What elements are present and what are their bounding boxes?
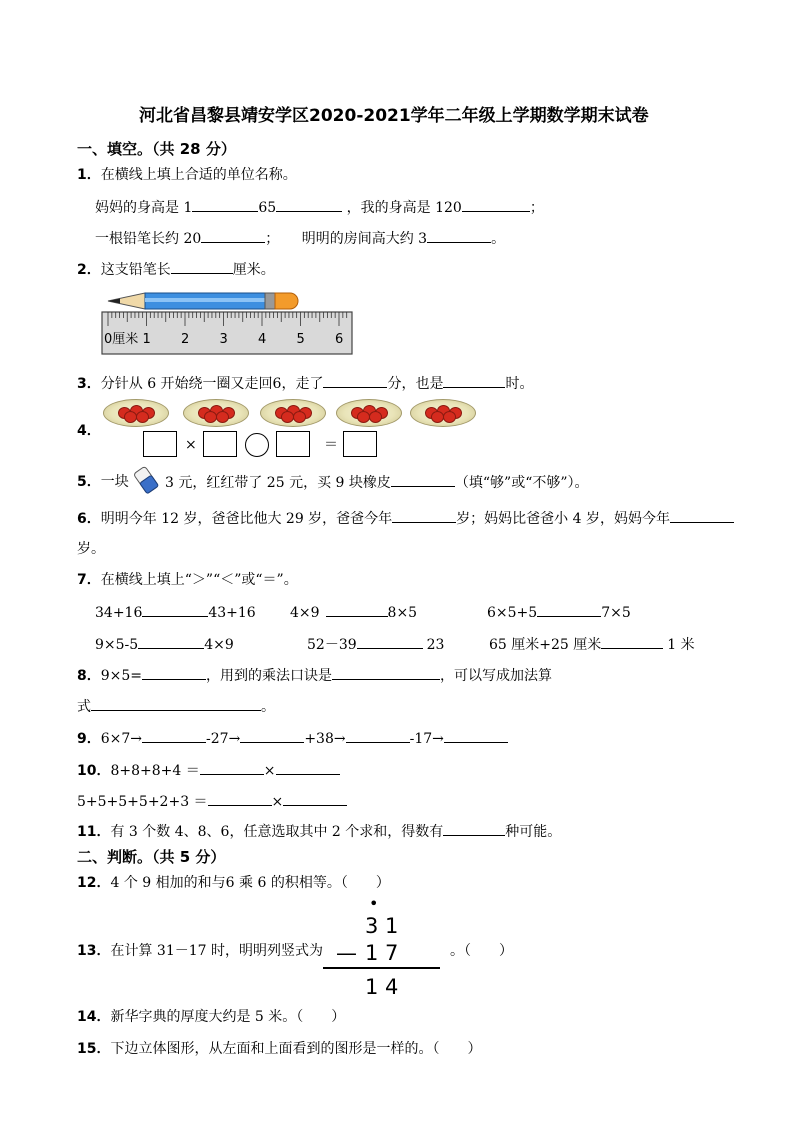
answer-blank[interactable]	[192, 198, 258, 212]
answer-blank[interactable]	[201, 229, 265, 243]
question-text: 。	[261, 699, 275, 715]
answer-blank[interactable]	[670, 509, 734, 523]
question-1-line-2	[95, 229, 505, 248]
question-number: 5．	[77, 474, 101, 490]
vertical-subtrahend: 1 7	[365, 941, 399, 965]
question-text: 这支铅笔长	[100, 262, 171, 278]
question-text: 新华字典的厚度大约是 5 米。（ ）	[110, 1009, 346, 1025]
question-text: 岁；妈妈比爸爸小 4 岁，妈妈今年	[456, 511, 670, 527]
answer-blank[interactable]	[142, 603, 208, 617]
answer-blank[interactable]	[138, 635, 204, 649]
expression: -17→	[409, 731, 444, 747]
question-text: 3 元，红红带了 25 元，买 9 块橡皮	[165, 475, 391, 491]
question-12	[77, 874, 390, 892]
answer-blank[interactable]	[276, 761, 340, 775]
answer-blank[interactable]	[91, 697, 261, 711]
tomato-plate	[260, 399, 326, 427]
expression: 4×9	[204, 637, 234, 653]
equals-sign: ＝	[324, 437, 338, 453]
text: 一根铅笔长约 20	[95, 231, 202, 247]
question-text: 9×5=	[100, 668, 143, 684]
answer-blank[interactable]	[357, 635, 423, 649]
question-text: 在横线上填上合适的单位名称。	[100, 167, 297, 183]
question-9	[77, 729, 508, 748]
expression: 43+16	[208, 605, 256, 621]
expression: 23	[426, 637, 445, 653]
question-text: ，可以写成加法算	[440, 668, 553, 684]
question-text: 有 3 个数 4、8、6，任意选取其中 2 个求和，得数有	[110, 824, 444, 840]
answer-box[interactable]	[143, 431, 177, 457]
question-6-tail: 岁。	[77, 541, 105, 557]
answer-blank[interactable]	[171, 260, 233, 274]
expression: -27→	[206, 731, 241, 747]
text: 明明的房间高大约 3	[301, 231, 428, 247]
question-number: 9．	[77, 731, 101, 747]
answer-blank[interactable]	[444, 729, 508, 743]
expression: 34+16	[95, 605, 143, 621]
expression: 8×5	[387, 605, 418, 621]
expression: 9×5-5	[95, 637, 139, 653]
question-number: 10．	[77, 763, 111, 779]
question-1	[77, 166, 297, 184]
eraser-icon	[130, 464, 162, 496]
answer-blank[interactable]	[427, 229, 491, 243]
answer-blank[interactable]	[443, 822, 505, 836]
pencil-ruler-illustration	[100, 290, 356, 358]
answer-blank[interactable]	[462, 198, 530, 212]
answer-blank[interactable]	[443, 374, 505, 388]
text: 。	[491, 231, 506, 247]
question-text: 时。	[505, 376, 534, 392]
question-text: 分针从 6 开始绕一圈又走回6，走了	[100, 376, 324, 392]
question-1-line-1	[95, 198, 544, 217]
question-13-tail: 。（ ）	[450, 943, 513, 959]
question-text: 厘米。	[232, 262, 275, 278]
question-text: 分，也是	[387, 376, 444, 392]
operator-circle[interactable]	[245, 433, 269, 457]
question-number: 15．	[77, 1041, 111, 1057]
question-number: 6．	[77, 511, 101, 527]
question-text: 明明今年 12 岁，爸爸比他大 29 岁，爸爸今年	[100, 511, 393, 527]
question-6	[77, 509, 734, 528]
tomato-plate	[410, 399, 476, 427]
tomato-plate	[183, 399, 249, 427]
minus-sign: —	[336, 941, 357, 965]
expression: 6×7→	[100, 731, 143, 747]
question-2	[77, 260, 275, 279]
times-sign: ×	[271, 794, 284, 810]
question-3	[77, 374, 533, 393]
question-14	[77, 1008, 345, 1026]
ruler-zero-label: 0厘米	[104, 332, 139, 347]
question-8-line-2	[77, 697, 275, 716]
answer-blank[interactable]	[323, 374, 387, 388]
answer-blank[interactable]	[142, 666, 206, 680]
answer-blank[interactable]	[283, 792, 347, 806]
ruler-tick-label: 4	[258, 332, 267, 347]
question-8	[77, 666, 552, 685]
section-heading-judge: 二、判断。（共 5 分）	[77, 848, 226, 866]
question-number: 8．	[77, 668, 101, 684]
text: ；	[265, 231, 280, 247]
answer-blank[interactable]	[200, 761, 264, 775]
question-10	[77, 761, 340, 780]
question-text: 下边立体图形，从左面和上面看到的图形是一样的。（ ）	[110, 1041, 482, 1057]
question-number: 11．	[77, 824, 111, 840]
question-text: （填“够”或“不够”）。	[454, 475, 589, 491]
times-sign: ×	[263, 763, 276, 779]
question-number: 7．	[77, 572, 101, 588]
text: ；	[529, 200, 544, 216]
answer-box[interactable]	[203, 431, 237, 457]
answer-blank[interactable]	[391, 473, 455, 487]
question-11	[77, 822, 561, 841]
compare-item	[290, 603, 417, 622]
expression: 65 厘米+25 厘米	[489, 637, 602, 653]
ruler-tick-label: 3	[219, 332, 228, 347]
expression: 7×5	[601, 605, 631, 621]
expression: 4×9	[290, 605, 320, 621]
expression: 8+8+8+4 ＝	[110, 763, 200, 779]
question-5-rest	[165, 473, 589, 492]
text: ，我的身高是 120	[346, 200, 462, 216]
answer-box[interactable]	[276, 431, 310, 457]
question-text: 在横线上填上“＞”“＜”或“＝”。	[100, 572, 298, 588]
compare-item	[95, 635, 234, 654]
question-number: 12．	[77, 875, 111, 891]
page-title: 河北省昌黎县靖安学区2020-2021学年二年级上学期数学期末试卷	[139, 106, 649, 126]
tomato-plate	[336, 399, 402, 427]
vertical-rule	[323, 967, 440, 969]
compare-item	[95, 603, 256, 622]
question-number: 3．	[77, 376, 101, 392]
tomato-plate	[103, 399, 169, 427]
ruler-tick-label: 5	[296, 332, 305, 347]
answer-blank[interactable]	[240, 729, 304, 743]
question-text: ，用到的乘法口诀是	[206, 668, 333, 684]
answer-blank[interactable]	[537, 603, 601, 617]
question-text: 4 个 9 相加的和与6 乘 6 的积相等。（ ）	[110, 875, 390, 891]
ruler-tick-label: 2	[181, 332, 190, 347]
question-text: 在计算 31－17 时，明明列竖式为	[110, 943, 324, 959]
question-number: 14．	[77, 1009, 111, 1025]
question-text: 式	[77, 699, 91, 715]
answer-blank[interactable]	[392, 509, 456, 523]
question-number: 1．	[77, 167, 101, 183]
expression: +38→	[304, 731, 346, 747]
answer-blank[interactable]	[276, 198, 342, 212]
question-text: 种可能。	[505, 824, 562, 840]
expression: 5+5+5+5+2+3 ＝	[77, 794, 208, 810]
vertical-top: 3 1	[365, 914, 399, 938]
answer-blank[interactable]	[346, 729, 410, 743]
question-5	[77, 473, 129, 491]
answer-box[interactable]	[343, 431, 377, 457]
section-heading-fill: 一、填空。（共 28 分）	[77, 140, 236, 158]
ruler-tick-label: 6	[335, 332, 344, 347]
expression: 6×5+5	[487, 605, 538, 621]
question-number: 13．	[77, 943, 111, 959]
question-7	[77, 571, 298, 589]
compare-item	[487, 603, 631, 622]
compare-item	[489, 635, 695, 654]
question-15	[77, 1040, 481, 1058]
compare-item	[307, 635, 444, 654]
text: 妈妈的身高是 1	[95, 200, 193, 216]
question-13	[77, 942, 323, 960]
vertical-result: 1 4	[365, 975, 399, 999]
answer-blank[interactable]	[142, 729, 206, 743]
question-text: 一块	[100, 474, 129, 490]
answer-blank[interactable]	[332, 666, 440, 680]
answer-blank[interactable]	[326, 603, 388, 617]
text: 65	[258, 200, 277, 216]
question-10-line-2	[77, 792, 347, 811]
expression: 1 米	[667, 637, 695, 653]
question-number: 2．	[77, 262, 101, 278]
expression: 52－39	[307, 637, 357, 653]
answer-blank[interactable]	[601, 635, 663, 649]
question-number: 4．	[77, 423, 101, 439]
times-sign: ×	[185, 437, 197, 453]
answer-blank[interactable]	[208, 792, 272, 806]
carry-dot: •	[369, 894, 379, 913]
ruler-tick-label: 1	[142, 332, 151, 347]
